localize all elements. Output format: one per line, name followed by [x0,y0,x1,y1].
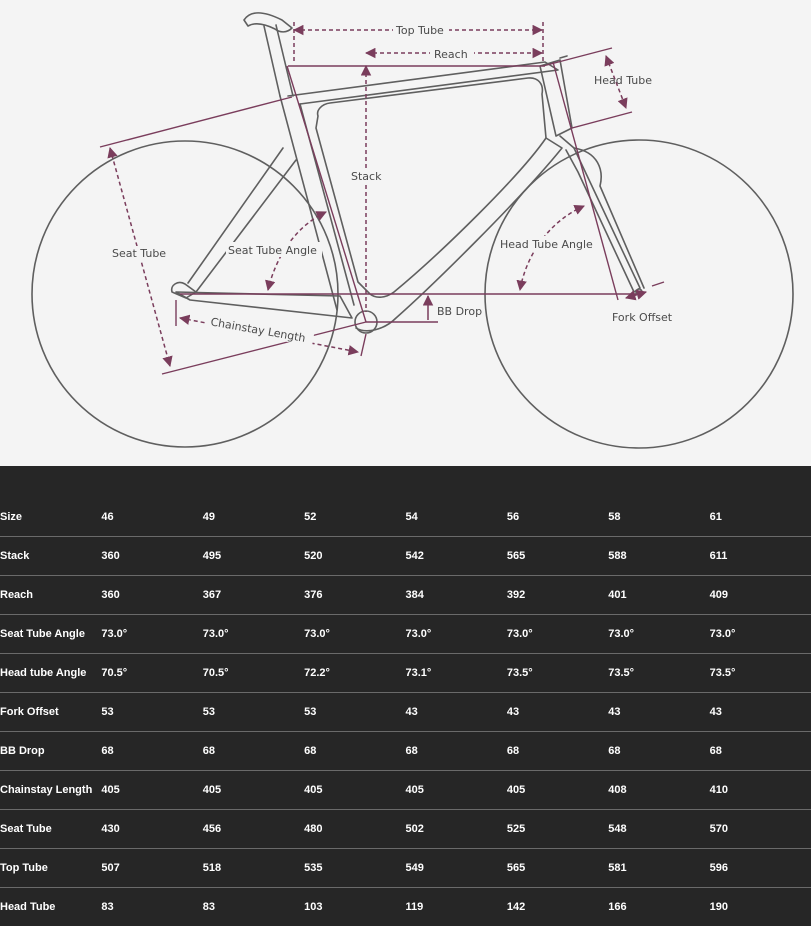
seatstay [188,148,296,292]
table-cell: 83 [101,888,202,926]
table-cell: 405 [101,771,202,810]
seatpost [264,25,293,96]
head-tube-axis [553,62,618,300]
table-cell: 360 [101,537,202,576]
table-cell: 70.5° [203,654,304,693]
table-header-row [0,498,811,537]
table-row [0,654,811,693]
table-cell: 525 [507,810,608,849]
table-cell: 43 [507,693,608,732]
size-cell: 46 [101,498,202,537]
table-cell: 73.5° [608,654,709,693]
table-cell: 405 [304,771,405,810]
table-row [0,888,811,926]
table-cell: 405 [406,771,507,810]
label-stack: Stack [351,170,382,183]
size-cell: 58 [608,498,709,537]
label-bb-drop: BB Drop [437,305,482,318]
table-cell: 73.0° [406,615,507,654]
row-label: Head Tube [0,888,101,926]
table-cell: 70.5° [101,654,202,693]
table-row [0,615,811,654]
main-triangle-inner [316,78,546,297]
label-head-tube-angle: Head Tube Angle [500,238,593,251]
table-row [0,693,811,732]
table-cell: 68 [203,732,304,771]
size-cell: 56 [507,498,608,537]
row-label: Stack [0,537,101,576]
table-cell: 520 [304,537,405,576]
table-row [0,810,811,849]
table-row [0,771,811,810]
table-top-spacer [0,466,811,498]
table-cell: 73.0° [203,615,304,654]
table-row [0,576,811,615]
top-tube-shape [288,62,558,104]
table-cell: 53 [304,693,405,732]
table-cell: 103 [304,888,405,926]
table-cell: 518 [203,849,304,888]
table-cell: 68 [710,732,811,771]
table-cell: 456 [203,810,304,849]
table-cell: 166 [608,888,709,926]
table-cell: 405 [203,771,304,810]
saddle [244,13,292,32]
size-cell: 49 [203,498,304,537]
row-label: Top Tube [0,849,101,888]
table-cell: 73.0° [304,615,405,654]
table-cell: 401 [608,576,709,615]
table-cell: 72.2° [304,654,405,693]
row-label: Fork Offset [0,693,101,732]
label-reach: Reach [434,48,468,61]
row-label: Chainstay Length [0,771,101,810]
fork [560,136,640,292]
table-cell: 73.0° [608,615,709,654]
table-cell: 68 [406,732,507,771]
table-cell: 53 [101,693,202,732]
table-cell: 190 [710,888,811,926]
table-cell: 73.0° [507,615,608,654]
table-cell: 581 [608,849,709,888]
row-label: Seat Tube [0,810,101,849]
label-seat-tube: Seat Tube [112,247,166,260]
down-tube [356,138,562,331]
chainstay [176,292,352,318]
table-cell: 360 [101,576,202,615]
table-row [0,732,811,771]
size-cell: 52 [304,498,405,537]
table-cell: 73.5° [710,654,811,693]
table-cell: 142 [507,888,608,926]
table-cell: 507 [101,849,202,888]
table-row [0,537,811,576]
seat-tube-shape [280,96,354,310]
size-cell: 54 [406,498,507,537]
table-cell: 565 [507,537,608,576]
label-head-tube: Head Tube [594,74,652,87]
table-cell: 588 [608,537,709,576]
table-cell: 549 [406,849,507,888]
label-seat-tube-angle: Seat Tube Angle [228,244,317,257]
table-cell: 73.0° [710,615,811,654]
table-cell: 542 [406,537,507,576]
table-cell: 596 [710,849,811,888]
size-label: Size [0,498,101,537]
geometry-table [0,466,811,926]
table-cell: 405 [507,771,608,810]
table-cell: 430 [101,810,202,849]
table-cell: 376 [304,576,405,615]
table-cell: 570 [710,810,811,849]
table-cell: 68 [507,732,608,771]
table-cell: 384 [406,576,507,615]
table-cell: 119 [406,888,507,926]
table-cell: 495 [203,537,304,576]
table-cell: 611 [710,537,811,576]
table-cell: 502 [406,810,507,849]
table-cell: 535 [304,849,405,888]
row-label: BB Drop [0,732,101,771]
table-cell: 392 [507,576,608,615]
table-cell: 548 [608,810,709,849]
table-cell: 410 [710,771,811,810]
table-cell: 43 [608,693,709,732]
table-cell: 73.0° [101,615,202,654]
table-cell: 68 [101,732,202,771]
dimension-labels [110,22,673,346]
row-label: Seat Tube Angle [0,615,101,654]
table-cell: 408 [608,771,709,810]
table-cell: 409 [710,576,811,615]
size-cell: 61 [710,498,811,537]
label-chainstay-length: Chainstay Length [210,315,307,345]
table-cell: 43 [710,693,811,732]
table-cell: 480 [304,810,405,849]
table-cell: 43 [406,693,507,732]
table-cell: 83 [203,888,304,926]
table-row [0,849,811,888]
table-cell: 367 [203,576,304,615]
table-cell: 73.5° [507,654,608,693]
table-cell: 73.1° [406,654,507,693]
table-cell: 53 [203,693,304,732]
table-cell: 68 [608,732,709,771]
bike-frame [172,13,644,333]
dimension-lines [100,22,664,374]
label-fork-offset: Fork Offset [612,311,673,324]
table-cell: 68 [304,732,405,771]
row-label: Head tube Angle [0,654,101,693]
label-top-tube: Top Tube [395,24,444,37]
row-label: Reach [0,576,101,615]
table-cell: 565 [507,849,608,888]
